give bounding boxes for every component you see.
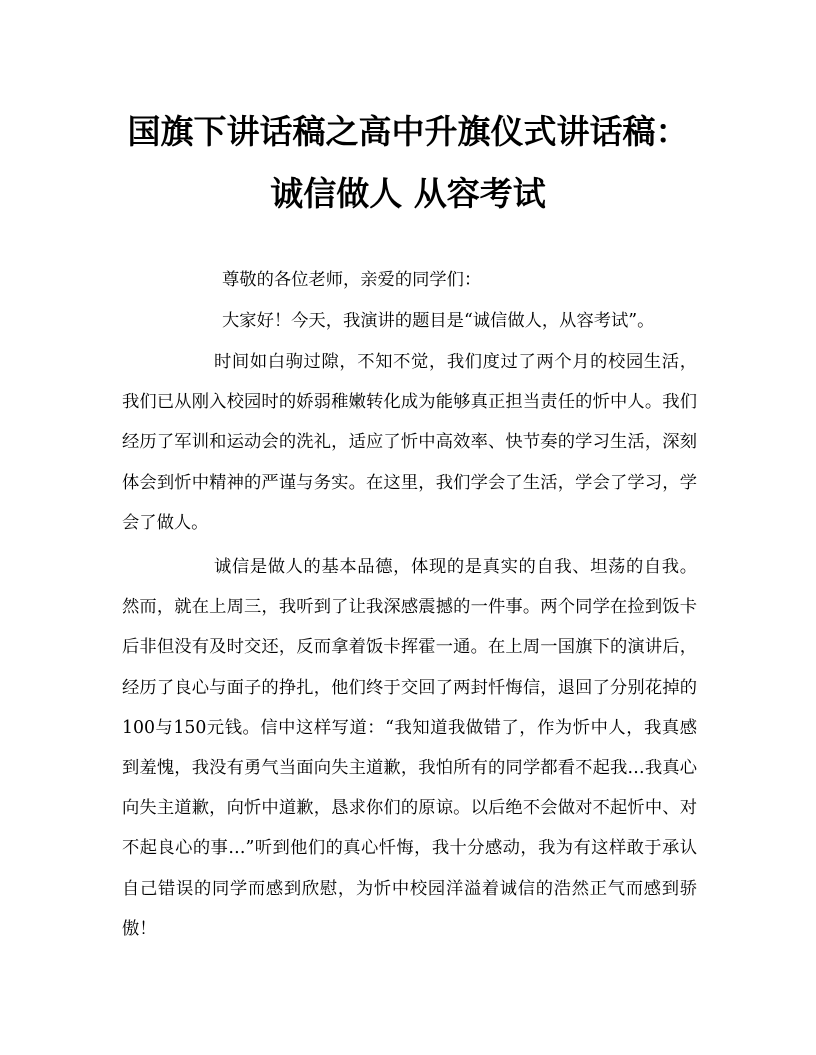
document-title-line-2: 诚信做人 从容考试 — [270, 174, 546, 213]
greeting: 大家好！今天，我演讲的题目是“诚信做人，从容考试”。 — [222, 311, 655, 331]
body-paragraph-1: 时间如白驹过隙，不知不觉，我们度过了两个月的校园生活，我们已从刚入校园时的娇弱稚嫩转化成为能够真正担当责任的忻中人。我们经历了军训和运动会的洗礼，适应了忻中高效率、快节奏的学习生活，深刻体会到忻中精神的严谨与务实。在这里，我们学会了生活，学会了学习，学会了做人。 — [122, 352, 697, 533]
body-paragraph-2: 诚信是做人的基本品德，体现的是真实的自我、坦荡的自我。然而，就在上周三，我听到了让我深感震撼的一件事。两个同学在捡到饭卡后非但没有及时交还，反而拿着饭卡挥霍一通。在上周一国旗下的演讲后，经历了良心与面子的挣扎，他们终于交回了两封忏悔信，退回了分别花掉的100与150元钱。信中这样写道：“我知道我做错了，作为忻中人，我真感到羞愧，我没有勇气当面向失主道歉，我怕所有的同学都看不起我…我真心向失主道歉，向忻中道歉，恳求你们的原谅。以后绝不会做对不起忻中、对不起良心的事…”听到他们的真心忏悔，我十分感动，我为有这样敢于承认自己错误的同学而感到欣慰，为忻中校园洋溢着诚信的浩然正气而感到骄傲！ — [122, 557, 697, 939]
document-title-line-1: 国旗下讲话稿之高中升旗仪式讲话稿： — [127, 112, 689, 151]
salutation: 尊敬的各位老师，亲爱的同学们： — [222, 270, 482, 290]
